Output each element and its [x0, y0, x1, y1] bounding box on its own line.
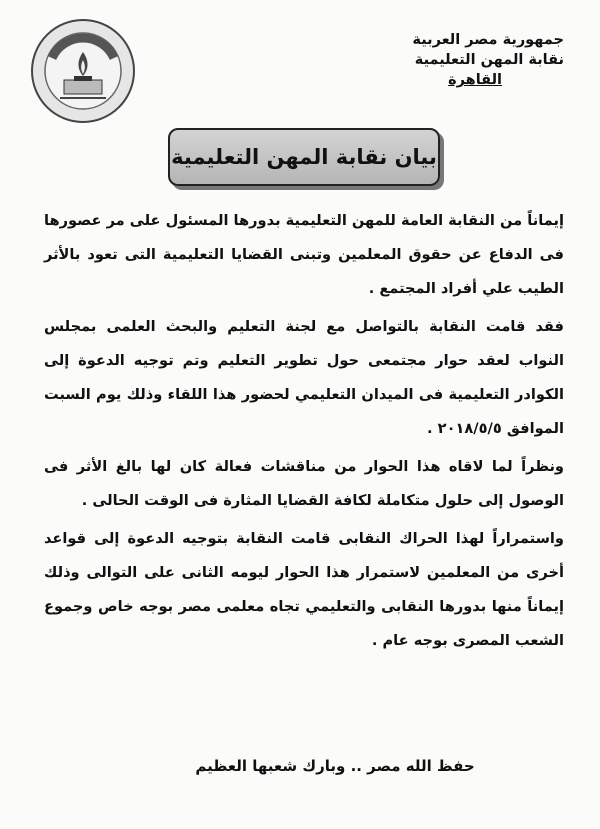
closing-line — [0, 757, 600, 775]
header-city: القاهرة — [448, 72, 502, 88]
paragraph-2: فقد قامت النقابة بالتواصل مع لجنة التعليم والبحث العلمى بمجلس النواب لعقد حوار مجتمعى حول تطوير التعليم وتم توجيه الدعوة إلى الكوادر التعليمية فى الميدان التعليمي لحضور هذا اللقاء وذلك يوم السبت الموافق ٢٠١٨/٥/٥ . — [44, 318, 564, 437]
paragraph-4: واستمراراً لهذا الحراك النقابى قامت النقابة بتوجيه الدعوة إلى قواعد أخرى من المعلمين لاستمرار هذا الحوار ليومه الثانى على التوالى وذلك إيماناً منها بدورها النقابى والتعليمي تجاه معلمى مصر بوجه خاص وجموع الشعب المصرى بوجه عام . — [44, 530, 564, 649]
statement-title: بيان نقابة المهن التعليمية — [168, 128, 440, 186]
paragraph-3: ونظراً لما لاقاه هذا الحوار من مناقشات فعالة كان لها بالغ الأثر فى الوصول إلى حلول متكاملة لكافة القضايا المثارة فى الوقت الحالى . — [44, 458, 564, 509]
closing-text: حفظ الله مصر .. وبارك شعبها العظيم — [195, 757, 475, 775]
syndicate-logo — [30, 18, 136, 124]
statement-body — [44, 204, 564, 662]
header-organization: نقابة المهن التعليمية — [414, 52, 564, 68]
paragraph-1: إيماناً من النقابة العامة للمهن التعليمية بدورها المسئول على مر عصورها فى الدفاع عن حقوق المعلمين وتبنى القضايا التعليمية التى تعود بالأثر الطيب علي أفراد المجتمع . — [44, 212, 564, 297]
header-country: جمهورية مصر العربية — [412, 32, 564, 48]
letterhead — [364, 30, 564, 90]
